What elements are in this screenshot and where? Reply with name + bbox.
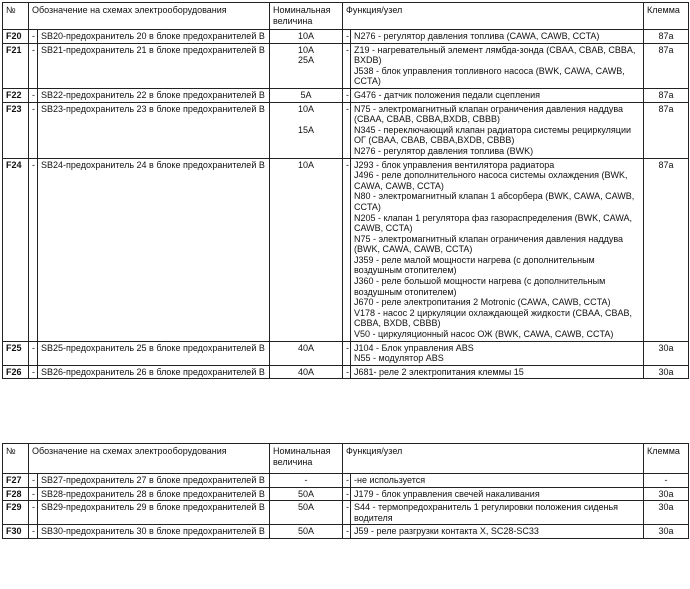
fuse-number: F21 [3, 43, 29, 88]
function-description [351, 88, 644, 102]
dash: - [343, 525, 351, 539]
function-line: J360 - реле большой мощности нагрева (с дополнительным [354, 276, 606, 287]
rated-line: 10А [297, 31, 314, 41]
function-line: J496 - реле дополнительного насоса системы охлаждения (BWK, [354, 170, 628, 181]
fuse-number: F27 [3, 474, 29, 488]
dash: - [343, 365, 351, 379]
table-row [3, 102, 689, 158]
dash: - [343, 341, 351, 365]
dash: - [29, 158, 38, 341]
rated-value [270, 487, 343, 501]
table-row [3, 88, 689, 102]
header-row [3, 444, 689, 474]
rated-line: 50А [297, 488, 314, 499]
rated-line: 40А [297, 366, 314, 377]
function-line: J59 - реле разгрузки контакта X, SC28-SC33 [354, 526, 539, 537]
dash: - [29, 487, 38, 501]
table-row [3, 341, 689, 365]
fuse-number: F26 [3, 365, 29, 379]
function-line: -не используется [354, 475, 426, 485]
fuse-table-1 [2, 2, 689, 379]
header-num: № [3, 3, 29, 30]
header-terminal: Клемма [644, 3, 689, 30]
function-line: G476 - датчик положения педали сцепления [354, 89, 540, 100]
fuse-designation: SB21-предохранитель 21 в блоке предохранителей В [38, 43, 270, 88]
rated-line: 50А [297, 526, 314, 537]
function-line: CBBA, BXDB, CBBB) [354, 318, 441, 329]
terminal: 87а [644, 158, 689, 341]
rated-line: 40А [297, 342, 314, 353]
rated-value [270, 43, 343, 88]
function-description [351, 341, 644, 365]
function-line: J104 - Блок управления ABS [354, 342, 474, 353]
table-row [3, 43, 689, 88]
dash: - [29, 474, 38, 488]
rated-value [270, 525, 343, 539]
function-description [351, 501, 644, 525]
dash: - [343, 487, 351, 501]
fuse-designation: SB29-предохранитель 29 в блоке предохранителей В [38, 501, 270, 525]
header-row [3, 3, 689, 30]
function-line: N205 - клапан 1 регулятора фаз газораспределения (BWK, CAWA, [354, 212, 632, 223]
function-line: воздушным отопителем) [354, 286, 457, 297]
fuse-number: F24 [3, 158, 29, 341]
dash: - [343, 30, 351, 44]
dash: - [343, 102, 351, 158]
terminal: 30а [644, 501, 689, 525]
rated-line: 10А [297, 44, 314, 55]
function-line: (BWK, CAWA, CAWB, CCTA) [354, 244, 473, 255]
rated-value [270, 341, 343, 365]
header-function: Функция/узел [343, 444, 644, 474]
function-line: N345 - переключающий клапан радиатора системы рециркуляции [354, 124, 632, 135]
table-row [3, 365, 689, 379]
function-line: N276 - регулятор давления топлива (BWK) [354, 145, 534, 156]
function-line: CAWB, CCTA) [354, 223, 413, 234]
table-row [3, 474, 689, 488]
table-row [3, 501, 689, 525]
function-line: V178 - насос 2 циркуляции охлаждающей жидкости (CBAA, CBAB, [354, 307, 633, 318]
fuse-designation: SB25-предохранитель 25 в блоке предохранителей В [38, 341, 270, 365]
function-line: (CBAA, CBAB, CBBA,BXDB, CBBB) [354, 114, 501, 125]
function-line: J681- реле 2 электропитания клеммы 15 [354, 366, 524, 377]
fuse-designation: SB30-предохранитель 30 в блоке предохранителей В [38, 525, 270, 539]
fuse-designation: SB28-предохранитель 28 в блоке предохранителей В [38, 487, 270, 501]
function-line: S44 - термопредохранитель 1 регулировки положения сиденья [354, 502, 619, 513]
dash: - [29, 88, 38, 102]
fuse-designation: SB23-предохранитель 23 в блоке предохранителей В [38, 102, 270, 158]
header-rated: Номинальная величина [270, 444, 343, 474]
header-designation: Обозначение на схемах электрооборудования [29, 444, 270, 474]
table-row [3, 487, 689, 501]
fuse-number: F20 [3, 30, 29, 44]
function-description [351, 158, 644, 341]
terminal: 30а [644, 365, 689, 379]
function-line: водителя [354, 512, 393, 523]
dash: - [343, 474, 351, 488]
function-description [351, 487, 644, 501]
function-line: J293 - блок управления вентилятора радиатора [354, 159, 555, 170]
dash: - [29, 43, 38, 88]
fuse-designation: SB27-предохранитель 27 в блоке предохранителей В [38, 474, 270, 488]
table-body-2 [3, 474, 689, 539]
dash: - [29, 30, 38, 44]
table-row [3, 158, 689, 341]
function-line: N276 - регулятор давления топлива (CAWA, CAWB, CCTA) [354, 31, 600, 41]
fuse-designation: SB22-предохранитель 22 в блоке предохранителей В [38, 88, 270, 102]
fuse-designation: SB20-предохранитель 20 в блоке предохранителей В [38, 30, 270, 44]
header-num: № [3, 444, 29, 474]
function-line: N55 - модулятор ABS [354, 353, 444, 364]
table-row [3, 30, 689, 44]
function-line: J670 - реле электропитания 2 Motronic (CAWA, CAWB, CCTA) [354, 297, 611, 308]
function-line: N75 - электромагнитный клапан ограничения давления наддува [354, 233, 624, 244]
dash: - [29, 102, 38, 158]
rated-line: 10А [297, 103, 314, 114]
function-line: N75 - электромагнитный клапан ограничения давления наддува [354, 103, 624, 114]
fuse-designation: SB26-предохранитель 26 в блоке предохранителей В [38, 365, 270, 379]
rated-value [270, 30, 343, 44]
dash: - [29, 525, 38, 539]
terminal: 87а [644, 43, 689, 88]
dash: - [29, 365, 38, 379]
rated-line [273, 114, 339, 125]
terminal: - [644, 474, 689, 488]
dash: - [343, 158, 351, 341]
function-line: воздушным отопителем) [354, 265, 457, 276]
header-designation: Обозначение на схемах электрооборудования [29, 3, 270, 30]
rated-value [270, 365, 343, 379]
function-line: J179 - блок управления свечей накаливания [354, 488, 540, 499]
function-description [351, 30, 644, 44]
function-description [351, 102, 644, 158]
table-body-1 [3, 30, 689, 379]
terminal: 87а [644, 102, 689, 158]
function-line: ОГ (CBAA, CBAB, CBBA,BXDB, CBBB) [354, 135, 515, 146]
fuse-number: F29 [3, 501, 29, 525]
function-line: V50 - циркуляционный насос ОЖ (BWK, CAWA, CAWB, CCTA) [354, 329, 614, 340]
fuse-table-2 [2, 443, 689, 539]
dash: - [29, 501, 38, 525]
rated-value [270, 88, 343, 102]
header-terminal: Клемма [644, 444, 689, 474]
rated-line: - [304, 475, 308, 485]
function-line: CAWA, CAWB, CCTA) [354, 180, 444, 191]
function-description [351, 365, 644, 379]
dash: - [343, 501, 351, 525]
dash: - [343, 88, 351, 102]
function-line: CCTA) [354, 76, 381, 87]
function-description [351, 474, 644, 488]
fuse-number: F28 [3, 487, 29, 501]
function-description [351, 43, 644, 88]
fuse-number: F30 [3, 525, 29, 539]
header-rated: Номинальная величина [270, 3, 343, 30]
dash: - [343, 43, 351, 88]
fuse-number: F25 [3, 341, 29, 365]
rated-line: 50А [297, 502, 314, 513]
fuse-number: F22 [3, 88, 29, 102]
function-description [351, 525, 644, 539]
header-function: Функция/узел [343, 3, 644, 30]
rated-line: 15А [297, 124, 314, 135]
rated-value [270, 474, 343, 488]
function-line: N80 - электромагнитный клапан 1 абсорбера (BWK, CAWA, CAWB, [354, 191, 635, 202]
terminal: 87а [644, 30, 689, 44]
table-row [3, 525, 689, 539]
function-line: J538 - блок управления топливного насоса (BWK, CAWA, CAWB, [354, 65, 625, 76]
fuse-number: F23 [3, 102, 29, 158]
rated-value [270, 158, 343, 341]
function-line: J359 - реле малой мощности нагрева (с дополнительным [354, 254, 595, 265]
terminal: 30а [644, 487, 689, 501]
rated-line: 10А [297, 159, 314, 170]
function-line: Z19 - нагревательный элемент лямбда-зонда (CBAA, CBAB, CBBA, [354, 44, 636, 55]
dash: - [29, 341, 38, 365]
terminal: 30а [644, 525, 689, 539]
fuse-designation: SB24-предохранитель 24 в блоке предохранителей В [38, 158, 270, 341]
rated-value [270, 501, 343, 525]
terminal: 87а [644, 88, 689, 102]
rated-line: 25А [297, 55, 314, 66]
function-line: BXDB) [354, 55, 382, 66]
terminal: 30а [644, 341, 689, 365]
rated-value [270, 102, 343, 158]
function-line: CCTA) [354, 201, 381, 212]
rated-line: 5А [300, 89, 312, 100]
